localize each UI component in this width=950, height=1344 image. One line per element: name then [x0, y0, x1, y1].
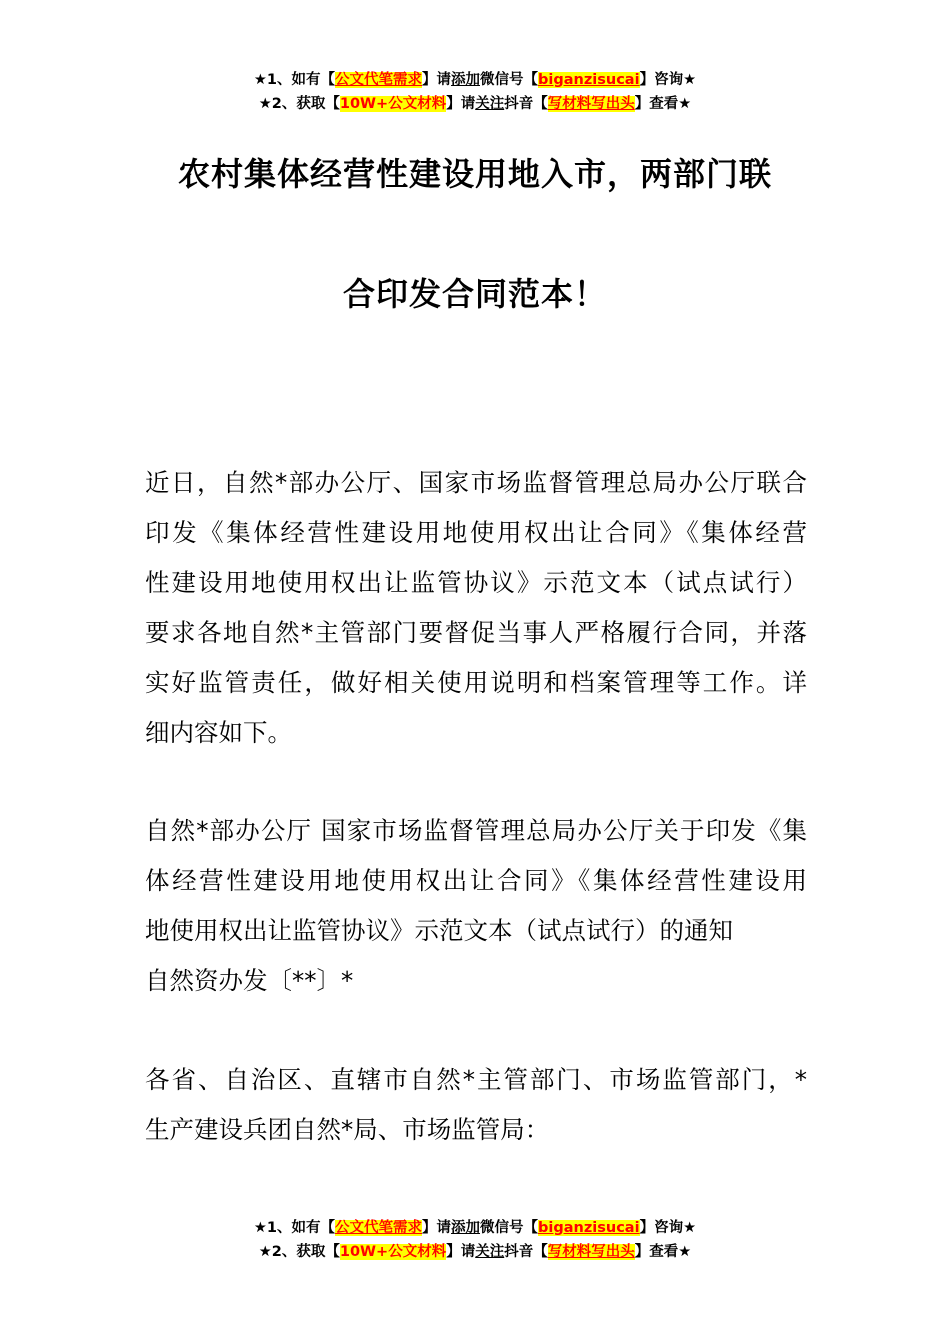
banner-text: ★1、如有【 — [253, 72, 336, 88]
banner-text: 】请 — [422, 72, 452, 88]
highlight-wechat-id: biganzisucai — [538, 1220, 640, 1236]
text-line: 印发《集体经营性建设用地使用权出让合同》《集体经营 — [145, 518, 807, 547]
text-line: 自然*部办公厅 国家市场监督管理总局办公厅关于印发《集 — [145, 816, 807, 845]
document-title-line-1: 农村集体经营性建设用地入市，两部门联 — [177, 155, 772, 193]
text-line: 要求各地自然*主管部门要督促当事人严格履行合同，并落 — [145, 618, 807, 647]
highlight-service: 公文代笔需求 — [335, 1220, 423, 1236]
banner-text: 微信号【 — [480, 72, 539, 88]
highlight-service: 公文代笔需求 — [335, 72, 423, 88]
banner-text: 】请 — [422, 1220, 452, 1236]
text-line: 体经营性建设用地使用权出让合同》《集体经营性建设用 — [145, 866, 807, 895]
banner-underlined-text: 添加 — [451, 72, 481, 88]
header-banner — [0, 68, 950, 116]
paragraph-addressees — [145, 1055, 807, 1155]
text-line: 近日，自然*部办公厅、国家市场监督管理总局办公厅联合 — [145, 468, 807, 497]
text-line: 生产建设兵团自然*局、市场监管局： — [145, 1115, 550, 1144]
banner-text: 微信号【 — [480, 1220, 539, 1236]
text-line: 实好监管责任，做好相关使用说明和档案管理等工作。详 — [145, 668, 807, 697]
document-number: 自然资办发〔**〕* — [145, 966, 354, 995]
text-line: 性建设用地使用权出让监管协议》示范文本（试点试行） — [145, 568, 807, 597]
banner-text: ★2、获取【 — [258, 1244, 340, 1260]
text-line: 细内容如下。 — [145, 718, 292, 747]
banner-text: 】查看★ — [634, 96, 692, 112]
paragraph-intro — [145, 458, 807, 758]
document-title-line-2: 合印发合同范本！ — [342, 275, 607, 313]
banner-text: 抖音【 — [504, 96, 548, 112]
highlight-wechat-id: biganzisucai — [538, 72, 640, 88]
banner-underlined-text: 关注 — [475, 1244, 505, 1260]
banner-line-2 — [0, 1240, 950, 1264]
highlight-materials: 10W+公文材料 — [339, 1244, 447, 1260]
highlight-materials: 10W+公文材料 — [339, 96, 447, 112]
banner-text: 】咨询★ — [639, 1220, 697, 1236]
text-line: 各省、自治区、直辖市自然*主管部门、市场监管部门，* — [145, 1065, 807, 1094]
banner-text: ★1、如有【 — [253, 1220, 336, 1236]
banner-text: 】请 — [446, 1244, 476, 1260]
text-line: 地使用权出让监管协议》示范文本（试点试行）的通知 — [145, 916, 733, 945]
banner-text: 】请 — [446, 96, 476, 112]
banner-text: 抖音【 — [504, 1244, 548, 1260]
banner-text: ★2、获取【 — [258, 96, 340, 112]
banner-underlined-text: 添加 — [451, 1220, 481, 1236]
banner-text: 】咨询★ — [639, 72, 697, 88]
highlight-douyin: 写材料写出头 — [547, 96, 635, 112]
banner-line-1 — [0, 1216, 950, 1240]
banner-line-2 — [0, 92, 950, 116]
banner-line-1 — [0, 68, 950, 92]
highlight-douyin: 写材料写出头 — [547, 1244, 635, 1260]
paragraph-notice-title — [145, 806, 807, 1006]
banner-text: 】查看★ — [634, 1244, 692, 1260]
banner-underlined-text: 关注 — [475, 96, 505, 112]
footer-banner — [0, 1216, 950, 1264]
